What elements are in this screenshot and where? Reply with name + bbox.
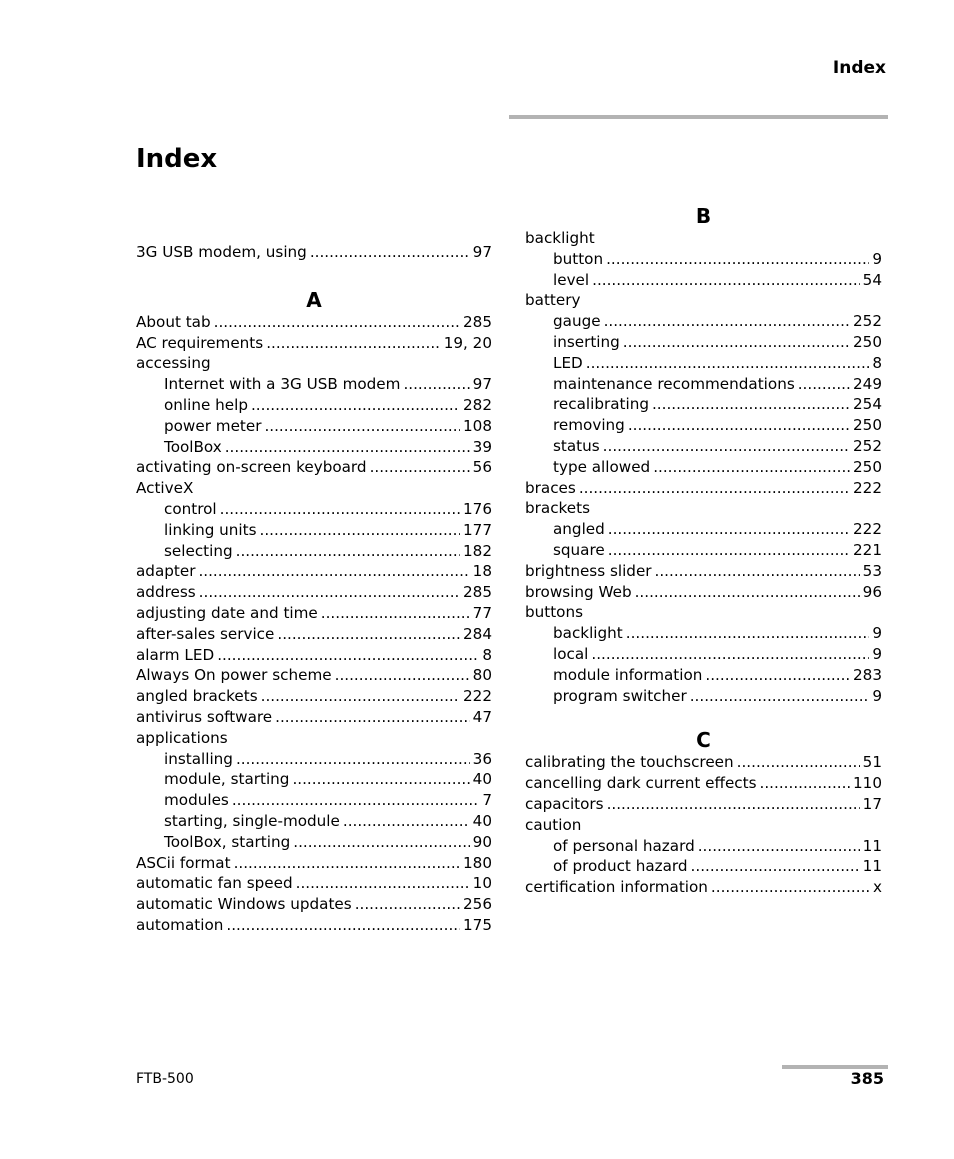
intro-entries: [136, 242, 492, 263]
entry-term: online help: [164, 395, 248, 414]
entry-pages: 9: [872, 644, 882, 663]
entry-term: level: [553, 270, 590, 289]
index-entry: [136, 333, 492, 354]
dot-leader: [608, 519, 850, 540]
entry-term: 3G USB modem, using: [136, 243, 307, 261]
entry-pages: 96: [862, 582, 882, 601]
entry-term: type allowed: [553, 457, 651, 476]
dot-leader: [586, 353, 870, 374]
index-subentry: [136, 520, 492, 541]
entry-term: certification information: [525, 878, 708, 897]
dot-leader: [225, 437, 470, 458]
index-subentry: [136, 541, 492, 562]
entry-term: starting, single-module: [164, 811, 340, 830]
dot-leader: [296, 873, 470, 894]
entry-pages: 7: [482, 791, 492, 810]
entry-term: installing: [164, 749, 233, 768]
entry-pages: 80: [472, 666, 492, 685]
index-subentry: [136, 499, 492, 520]
header-rule: [509, 115, 888, 119]
dot-leader: [579, 478, 850, 499]
index-entry: [136, 603, 492, 624]
dot-leader: [321, 603, 470, 624]
dot-leader: [260, 520, 460, 541]
dot-leader: [711, 877, 870, 898]
entry-pages: 222: [853, 478, 882, 497]
index-entry: [525, 773, 882, 794]
entry-pages: 10: [472, 874, 492, 893]
index-entry: [136, 645, 492, 666]
index-entry: [136, 686, 492, 707]
index-entry: [136, 853, 492, 874]
entry-term: automatic fan speed: [136, 874, 293, 893]
entry-pages: 90: [472, 832, 492, 851]
page-title: Index: [136, 144, 218, 174]
dot-leader: [226, 915, 460, 936]
letter-heading-c: C: [696, 728, 711, 753]
dot-leader: [264, 416, 460, 437]
header-section-title: Index: [832, 58, 886, 78]
dot-leader: [607, 794, 860, 815]
dot-leader: [370, 457, 470, 478]
dot-leader: [292, 769, 469, 790]
dot-leader: [266, 333, 441, 354]
entry-term: Always On power scheme: [136, 666, 332, 685]
index-subentry: [525, 686, 882, 707]
dot-leader: [251, 395, 460, 416]
entry-term: brightness slider: [525, 561, 652, 580]
index-subentry: [525, 436, 882, 457]
dot-leader: [355, 894, 460, 915]
index-subentry: [525, 374, 882, 395]
dot-leader: [760, 773, 850, 794]
entry-pages: 39: [472, 437, 492, 456]
entry-pages: 40: [472, 811, 492, 830]
entry-term: of product hazard: [553, 857, 688, 876]
entry-term: automation: [136, 915, 224, 934]
index-entry: [136, 894, 492, 915]
entry-term: after-sales service: [136, 624, 275, 643]
entry-term: cancelling dark current effects: [525, 774, 757, 793]
index-entry: [525, 478, 882, 499]
dot-leader: [275, 707, 470, 728]
entry-pages: 222: [463, 687, 492, 706]
entry-term: applications: [136, 728, 228, 747]
entry-pages: 19, 20: [443, 333, 492, 352]
entry-term: module, starting: [164, 770, 290, 789]
entry-term: local: [553, 644, 589, 663]
dot-leader: [623, 332, 850, 353]
index-subentry: [525, 665, 882, 686]
index-entry: [525, 290, 882, 311]
index-subentry: [525, 623, 882, 644]
entry-pages: 252: [853, 436, 882, 455]
index-subentry: [136, 832, 492, 853]
entry-pages: 36: [472, 749, 492, 768]
index-entry: [525, 815, 882, 836]
index-entry: [136, 873, 492, 894]
entry-term: caution: [525, 815, 582, 834]
index-entry: [136, 312, 492, 333]
index-entry: [525, 752, 882, 773]
entry-term: recalibrating: [553, 395, 649, 414]
entry-term: ToolBox: [164, 437, 222, 456]
index-entry: [136, 915, 492, 936]
dot-leader: [403, 374, 469, 395]
dot-leader: [236, 541, 460, 562]
entry-pages: 254: [853, 395, 882, 414]
entry-pages: 40: [472, 770, 492, 789]
index-subentry: [525, 836, 882, 857]
entry-pages: 250: [853, 457, 882, 476]
entry-term: accessing: [136, 354, 211, 373]
entry-term: antivirus software: [136, 707, 273, 726]
entry-pages: 17: [862, 794, 882, 813]
entry-pages: 77: [472, 603, 492, 622]
index-entry: [525, 877, 882, 898]
entry-term: angled brackets: [136, 687, 258, 706]
index-entry: [525, 228, 882, 249]
entry-pages: 9: [872, 624, 882, 643]
index-subentry: [136, 416, 492, 437]
entry-term: ActiveX: [136, 479, 194, 498]
dot-leader: [690, 686, 870, 707]
index-entry: [525, 582, 882, 603]
index-column-right: [525, 204, 882, 898]
entry-pages: 18: [472, 562, 492, 581]
entry-term: gauge: [553, 312, 601, 331]
dot-leader: [626, 623, 870, 644]
dot-leader: [293, 832, 469, 853]
index-entry: [136, 707, 492, 728]
entry-term: About tab: [136, 312, 211, 331]
dot-leader: [220, 499, 460, 520]
entry-pages: 8: [482, 645, 492, 664]
index-subentry: [136, 437, 492, 458]
index-entry: [525, 561, 882, 582]
entry-pages: 175: [463, 915, 492, 934]
entry-term: ToolBox, starting: [164, 832, 291, 851]
entry-pages: 182: [463, 541, 492, 560]
entry-pages: 9: [872, 249, 882, 268]
entry-pages: 56: [472, 458, 492, 477]
entry-pages: 221: [853, 540, 882, 559]
index-subentry: [525, 540, 882, 561]
index-subentry: [525, 353, 882, 374]
entry-term: alarm LED: [136, 645, 215, 664]
dot-leader: [310, 242, 470, 263]
dot-leader: [199, 582, 460, 603]
entry-term: calibrating the touchscreen: [525, 753, 734, 772]
entry-pages: 97: [472, 243, 492, 261]
entry-term: selecting: [164, 541, 233, 560]
dot-leader: [592, 270, 860, 291]
entry-term: ASCii format: [136, 853, 231, 872]
dot-leader: [606, 249, 869, 270]
dot-leader: [232, 790, 479, 811]
index-subentry: [136, 769, 492, 790]
index-subentry: [136, 395, 492, 416]
entry-term: power meter: [164, 416, 262, 435]
entry-pages: 53: [862, 561, 882, 580]
entry-term: capacitors: [525, 794, 604, 813]
entry-pages: 9: [872, 686, 882, 705]
entry-term: backlight: [553, 624, 623, 643]
index-entry: [525, 794, 882, 815]
dot-leader: [234, 853, 460, 874]
index-subentry: [525, 457, 882, 478]
b-entries: [525, 228, 882, 706]
entry-pages: 51: [862, 753, 882, 772]
entry-term: Internet with a 3G USB modem: [164, 375, 401, 394]
entry-pages: 97: [472, 375, 492, 394]
index-subentry: [525, 519, 882, 540]
entry-term: maintenance recommendations: [553, 374, 795, 393]
dot-leader: [217, 645, 479, 666]
letter-heading-a: A: [306, 287, 322, 312]
dot-leader: [652, 394, 850, 415]
entry-term: of personal hazard: [553, 836, 695, 855]
dot-leader: [705, 665, 850, 686]
entry-term: buttons: [525, 603, 584, 622]
index-subentry: [525, 249, 882, 270]
index-subentry: [525, 311, 882, 332]
entry-pages: 180: [463, 853, 492, 872]
entry-term: modules: [164, 791, 229, 810]
entry-pages: 285: [463, 583, 492, 602]
entry-term: adapter: [136, 562, 196, 581]
index-subentry: [525, 415, 882, 436]
entry-term: automatic Windows updates: [136, 895, 352, 914]
dot-leader: [635, 582, 860, 603]
c-entries: [525, 752, 882, 898]
index-subentry: [136, 749, 492, 770]
entry-pages: 108: [463, 416, 492, 435]
entry-pages: 285: [463, 312, 492, 331]
dot-leader: [603, 436, 850, 457]
entry-pages: 250: [853, 416, 882, 435]
dot-leader: [343, 811, 470, 832]
dot-leader: [608, 540, 850, 561]
index-entry: [136, 728, 492, 749]
entry-term: control: [164, 499, 217, 518]
entry-pages: 177: [463, 520, 492, 539]
dot-leader: [236, 749, 470, 770]
dot-leader: [198, 561, 469, 582]
dot-leader: [261, 686, 460, 707]
entry-term: module information: [553, 665, 703, 684]
entry-term: removing: [553, 416, 625, 435]
dot-leader: [691, 856, 860, 877]
index-entry: [525, 602, 882, 623]
index-subentry: [525, 394, 882, 415]
index-entry: [136, 582, 492, 603]
index-entry: [136, 353, 492, 374]
entry-term: browsing Web: [525, 582, 632, 601]
index-entry: [136, 478, 492, 499]
entry-term: angled: [553, 520, 605, 539]
dot-leader: [335, 665, 470, 686]
index-entry: [525, 498, 882, 519]
dot-leader: [604, 311, 850, 332]
dot-leader: [277, 624, 460, 645]
entry-pages: 222: [853, 520, 882, 539]
entry-term: inserting: [553, 332, 620, 351]
entry-pages: 8: [872, 353, 882, 372]
index-subentry: [136, 374, 492, 395]
entry-pages: 110: [853, 774, 882, 793]
entry-pages: 249: [853, 374, 882, 393]
entry-term: status: [553, 436, 600, 455]
footer-page-number: 385: [850, 1069, 884, 1088]
index-entry: [136, 457, 492, 478]
dot-leader: [214, 312, 460, 333]
index-subentry: [525, 332, 882, 353]
entry-term: program switcher: [553, 686, 687, 705]
dot-leader: [591, 644, 869, 665]
entry-pages: 11: [862, 857, 882, 876]
a-entries: [136, 312, 492, 936]
index-subentry: [525, 270, 882, 291]
dot-leader: [655, 561, 860, 582]
entry-pages: 252: [853, 312, 882, 331]
entry-pages: 256: [463, 895, 492, 914]
dot-leader: [698, 836, 860, 857]
entry-term: braces: [525, 478, 576, 497]
entry-term: linking units: [164, 520, 257, 539]
entry-pages: 284: [463, 624, 492, 643]
index-column-left: [136, 242, 492, 936]
entry-pages: 282: [463, 395, 492, 414]
entry-pages: 47: [472, 707, 492, 726]
index-subentry: [525, 644, 882, 665]
index-entry: [136, 561, 492, 582]
entry-pages: 54: [862, 270, 882, 289]
entry-term: AC requirements: [136, 333, 264, 352]
dot-leader: [628, 415, 850, 436]
dot-leader: [653, 457, 850, 478]
index-subentry: [136, 790, 492, 811]
entry-pages: 283: [853, 665, 882, 684]
index-entry: [136, 242, 492, 263]
entry-term: address: [136, 583, 196, 602]
index-subentry: [525, 856, 882, 877]
entry-pages: 176: [463, 499, 492, 518]
entry-term: button: [553, 249, 604, 268]
index-entry: [136, 624, 492, 645]
footer-product: FTB-500: [136, 1071, 194, 1087]
entry-term: activating on-screen keyboard: [136, 458, 367, 477]
index-entry: [136, 665, 492, 686]
entry-pages: x: [873, 878, 882, 897]
dot-leader: [737, 752, 860, 773]
entry-term: square: [553, 540, 605, 559]
entry-term: battery: [525, 291, 581, 310]
entry-term: backlight: [525, 229, 595, 247]
index-subentry: [136, 811, 492, 832]
entry-pages: 11: [862, 836, 882, 855]
entry-term: brackets: [525, 499, 591, 518]
entry-pages: 250: [853, 332, 882, 351]
entry-term: adjusting date and time: [136, 603, 318, 622]
letter-heading-b: B: [695, 204, 712, 228]
dot-leader: [798, 374, 850, 395]
entry-term: LED: [553, 353, 583, 372]
